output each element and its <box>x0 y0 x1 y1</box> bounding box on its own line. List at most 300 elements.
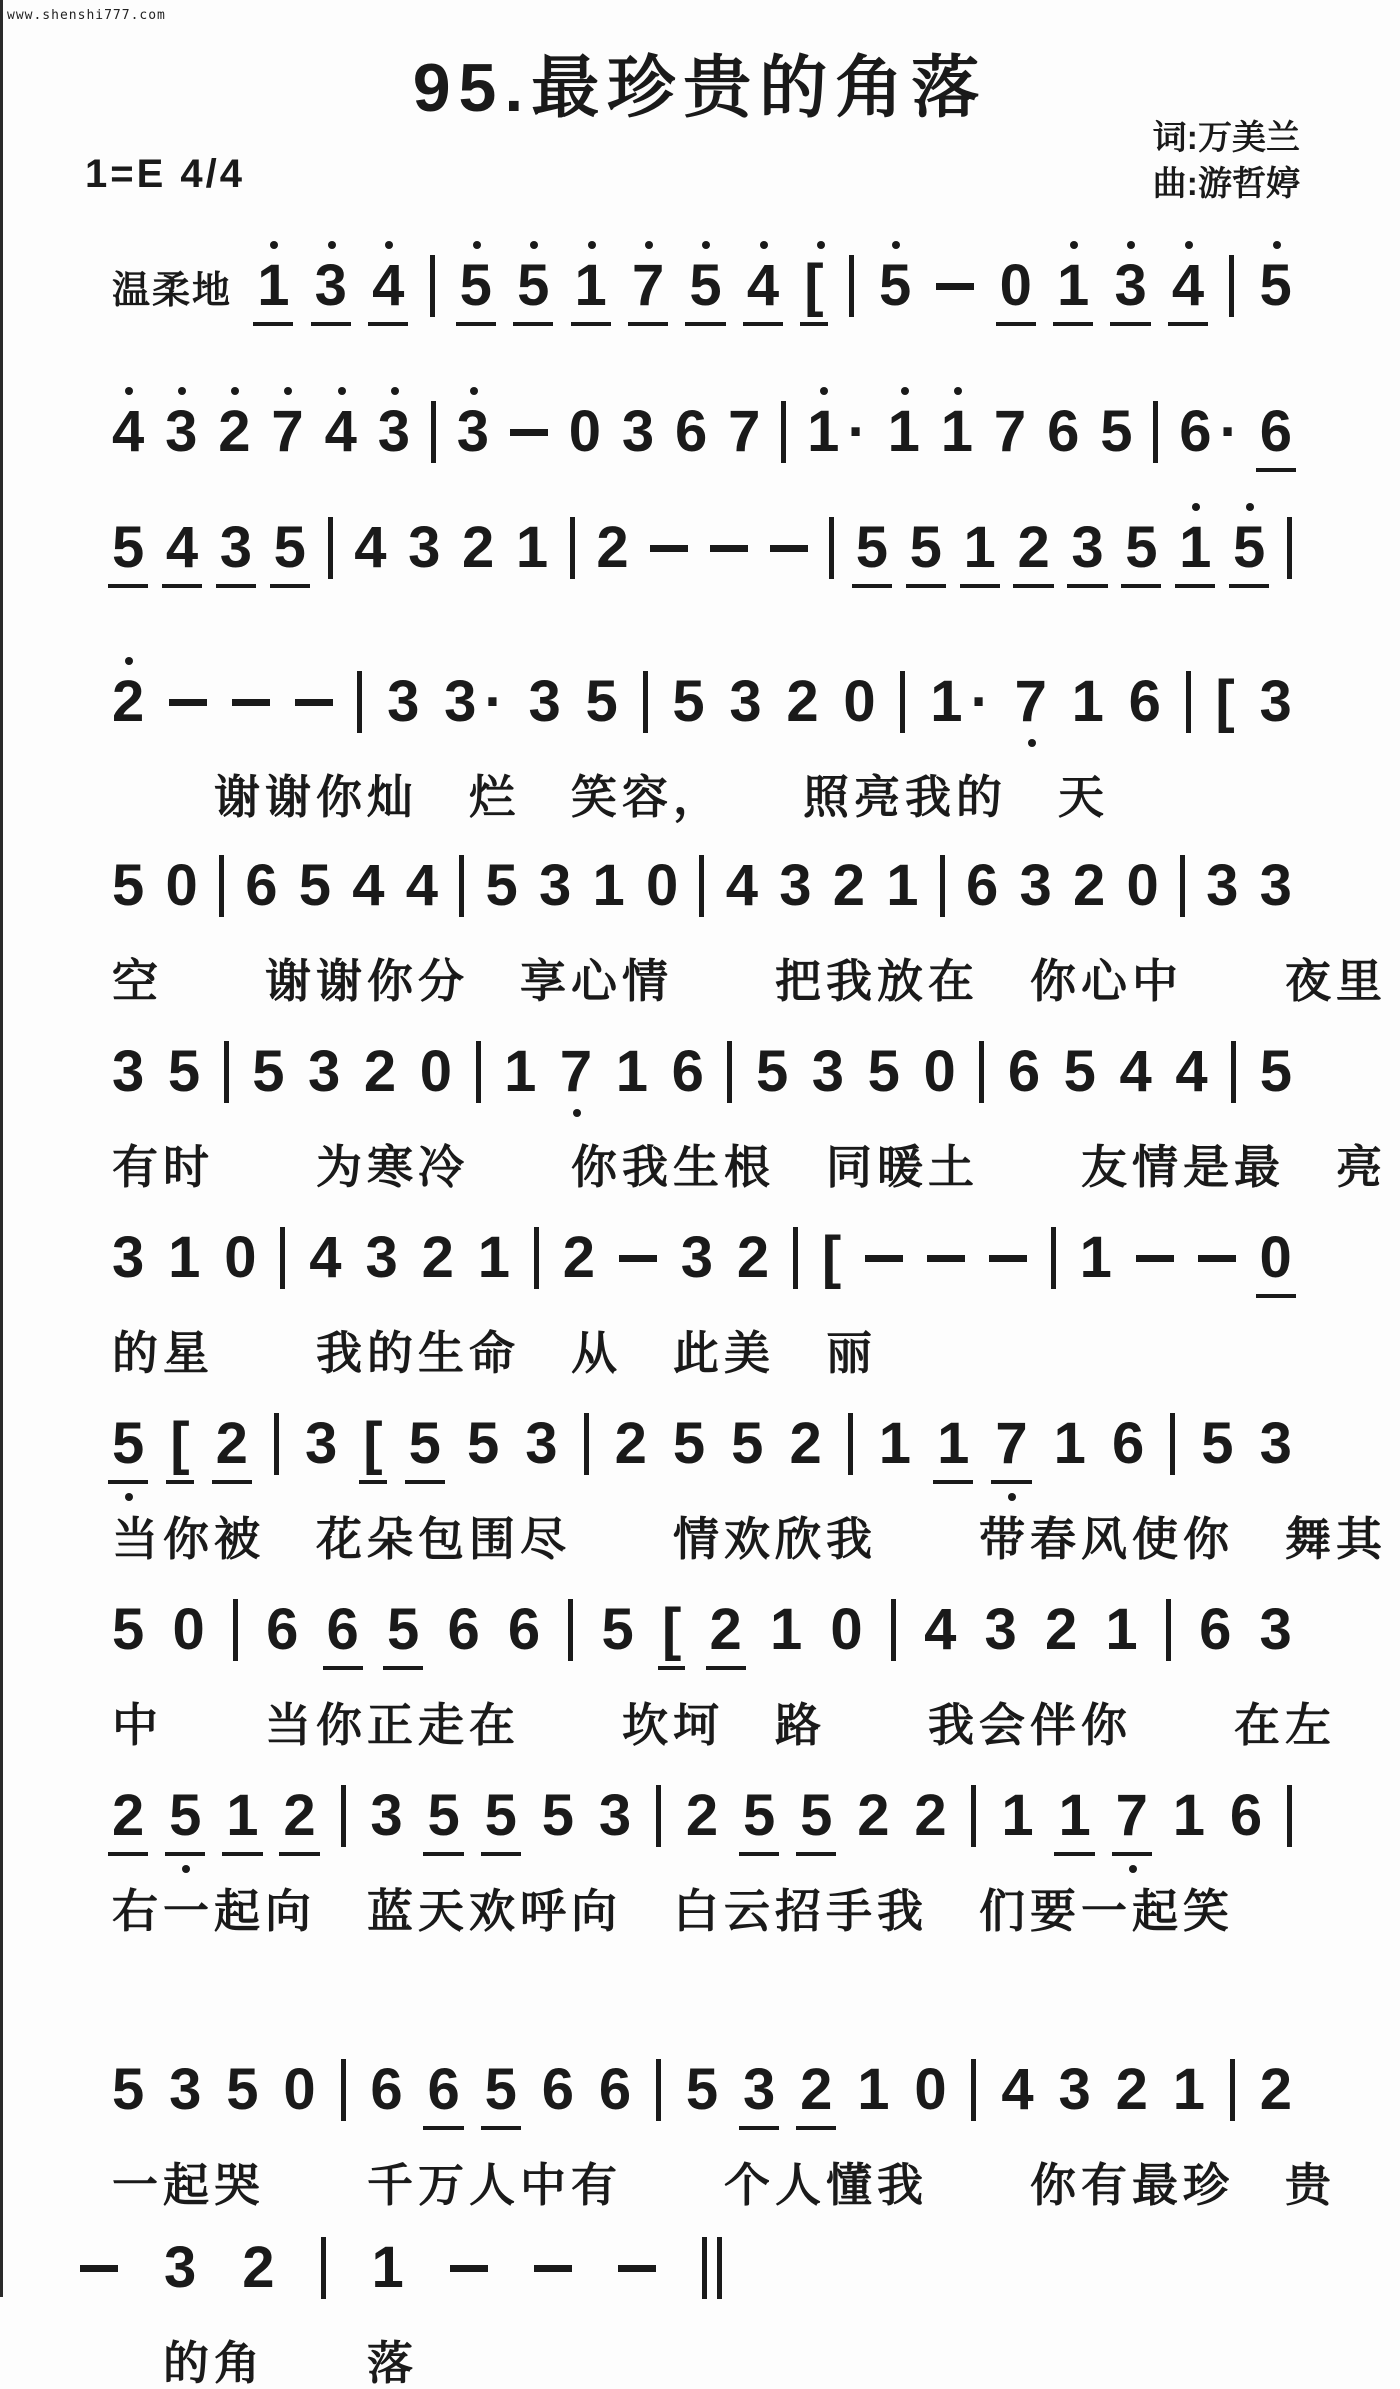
rest-note: 0 <box>165 853 198 918</box>
note: 3 <box>1259 669 1292 734</box>
eighth-underline <box>991 1480 1031 1484</box>
note: 3 <box>779 853 812 918</box>
octave-dot-above <box>588 241 596 249</box>
note: 3 <box>112 1225 145 1290</box>
note: 5 <box>298 853 331 918</box>
octave-dot-above <box>178 387 186 395</box>
note: 2 <box>786 669 819 734</box>
octave-dot-above <box>954 387 962 395</box>
eighth-underline <box>739 1852 779 1856</box>
octave-dot-above <box>385 241 393 249</box>
notes-row <box>112 846 1292 926</box>
watermark: www.shenshi777.com <box>7 8 166 23</box>
music-system <box>0 1032 1400 1212</box>
barline <box>971 2059 976 2121</box>
eighth-underline <box>933 1480 973 1484</box>
note: 1 <box>941 403 973 461</box>
note: 6 <box>675 399 708 464</box>
note: 7 <box>1116 1787 1148 1845</box>
eighth-underline <box>405 1480 445 1484</box>
barline <box>328 517 333 579</box>
note: 2 <box>112 1787 144 1845</box>
note: 2 <box>685 1783 719 1848</box>
note: 2 <box>736 1225 770 1290</box>
eighth-underline <box>108 584 148 588</box>
eighth-underline <box>166 1480 193 1484</box>
note: 1 <box>857 2057 890 2122</box>
eighth-underline <box>906 584 946 588</box>
note: 1 <box>592 853 625 918</box>
note: 1 <box>1172 2057 1205 2122</box>
barline <box>699 855 704 917</box>
final-barline <box>702 2237 722 2299</box>
eighth-underline <box>212 1480 252 1484</box>
note: 4 <box>354 515 387 580</box>
note: 3 <box>169 2057 202 2122</box>
barline <box>940 855 945 917</box>
note: 5 <box>485 853 518 918</box>
rest-note: 0 <box>645 853 679 918</box>
note: 1 <box>477 1225 510 1290</box>
eighth-underline <box>270 584 310 588</box>
octave-dot-below <box>573 1109 581 1117</box>
note: 1 <box>1179 519 1211 577</box>
notes-row <box>112 2050 1292 2130</box>
header <box>0 0 1400 240</box>
note: 1 <box>1079 1225 1112 1290</box>
note: 5 <box>167 1039 201 1104</box>
barline <box>1229 255 1234 317</box>
note: 1 <box>888 403 920 461</box>
note: [ <box>1215 669 1235 734</box>
note: 3 <box>1259 853 1292 918</box>
duration-dash <box>1198 1255 1236 1262</box>
eighth-underline <box>456 322 496 326</box>
lyrics-line: 中 当你正走在 坎坷 路 我会伴你 在左 <box>112 1699 1336 1751</box>
duration-dash <box>710 545 748 552</box>
eighth-underline <box>800 322 827 326</box>
note: 2 <box>216 1415 248 1473</box>
eighth-underline <box>1256 1294 1296 1298</box>
octave-dot-above <box>1070 241 1078 249</box>
note: 1 <box>515 515 549 580</box>
rest-note: 0 <box>172 1597 205 1662</box>
octave-dot-above <box>470 387 478 395</box>
notes-row <box>112 662 1292 742</box>
note: 7 <box>1015 673 1047 731</box>
music-system <box>0 1218 1400 1398</box>
note: 1 <box>257 257 289 315</box>
eighth-underline <box>743 322 783 326</box>
lyricist-credit: 词:万美兰 <box>1152 119 1300 157</box>
octave-dot-above <box>901 387 909 395</box>
notes-row <box>112 1590 1292 1670</box>
note: 5 <box>910 519 942 577</box>
tempo-marking: 温柔地 <box>112 269 233 312</box>
lyrics-line: 的星 我的生命 从 此美 丽 <box>112 1327 877 1379</box>
rest-note: 0 <box>283 2057 316 2122</box>
rest-note: 0 <box>1260 1229 1292 1287</box>
note: 3 <box>1259 1597 1292 1662</box>
note: 3 <box>165 403 197 461</box>
octave-dot-below <box>1129 1865 1137 1873</box>
barline <box>656 2059 661 2121</box>
credits <box>1153 116 1300 208</box>
note: 5 <box>689 257 721 315</box>
note: 2 <box>562 1225 595 1290</box>
note: 1 <box>168 1225 201 1290</box>
note: 5 <box>685 2057 719 2122</box>
eighth-underline <box>423 2126 463 2130</box>
eighth-underline <box>1121 584 1161 588</box>
note: 4 <box>372 257 404 315</box>
note: 2 <box>832 853 865 918</box>
note: 3 <box>525 1411 558 1476</box>
note: 2 <box>363 1039 397 1104</box>
note: 4 <box>352 853 385 918</box>
note: 2 <box>710 1601 742 1659</box>
barline <box>341 1785 346 1847</box>
music-systems <box>0 246 1400 2389</box>
note: 6 <box>447 1597 480 1662</box>
octave-dot-above <box>125 387 133 395</box>
note: 3 <box>408 515 441 580</box>
note: 6 <box>507 1597 541 1662</box>
note: 1 <box>1105 1597 1138 1662</box>
barline <box>793 1227 798 1289</box>
rest-note: 0 <box>568 399 601 464</box>
barline <box>476 1041 481 1103</box>
note: 1 <box>1172 1783 1205 1848</box>
note: 6 <box>598 2057 632 2122</box>
note: 4 <box>1001 2057 1034 2122</box>
note: 3 <box>365 1225 398 1290</box>
octave-dot-above <box>284 387 292 395</box>
note: 6 · <box>1179 399 1239 464</box>
notes-row <box>112 1404 1292 1484</box>
octave-dot-above <box>328 241 336 249</box>
note: 6 <box>671 1039 704 1104</box>
note: 1 <box>937 1415 969 1473</box>
music-system <box>0 1590 1400 1770</box>
eighth-underline <box>571 322 611 326</box>
note: 5 <box>1233 519 1265 577</box>
barline <box>1170 1413 1175 1475</box>
note: 6 <box>245 853 278 918</box>
note: 2 <box>1017 519 1049 577</box>
eighth-underline <box>165 1852 205 1856</box>
note: 5 <box>731 1411 764 1476</box>
note: 3 <box>457 403 489 461</box>
note: 3 <box>1259 1411 1292 1476</box>
rest-note: 0 <box>224 1225 257 1290</box>
note: 5 <box>800 1787 832 1845</box>
barline <box>1231 1041 1236 1103</box>
octave-dot-above <box>1185 241 1193 249</box>
note: 1 · <box>930 669 990 734</box>
music-system <box>0 662 1400 840</box>
eighth-underline <box>481 2126 521 2130</box>
note: 3 <box>811 1039 845 1104</box>
note: 7 <box>632 257 664 315</box>
octave-dot-below <box>182 1865 190 1873</box>
note: 6 <box>1111 1411 1145 1476</box>
eighth-underline <box>368 322 408 326</box>
note: 3 · <box>444 669 504 734</box>
augmentation-dot: · <box>1219 399 1239 464</box>
duration-dash <box>232 699 270 706</box>
music-system <box>0 508 1400 656</box>
eighth-underline <box>216 584 256 588</box>
note: 2 <box>461 515 495 580</box>
barline <box>341 2059 346 2121</box>
duration-dash <box>770 545 808 552</box>
note: 2 <box>1115 2057 1148 2122</box>
note: 3 <box>680 1225 714 1290</box>
eighth-underline <box>279 1852 319 1856</box>
octave-dot-above <box>125 657 133 665</box>
note: 6 <box>1128 669 1161 734</box>
note: 4 <box>924 1597 957 1662</box>
barline <box>900 671 905 733</box>
eighth-underline <box>323 1666 363 1670</box>
note: 5 <box>856 519 888 577</box>
eighth-underline <box>513 322 553 326</box>
note: 3 <box>1058 2057 1091 2122</box>
note: 4 <box>1175 1039 1208 1104</box>
barline <box>971 1785 976 1847</box>
note: 2 <box>857 1783 890 1848</box>
note: 5 <box>541 1783 574 1848</box>
barline <box>570 517 575 579</box>
note: 5 <box>485 2061 517 2119</box>
note: [ <box>170 1415 189 1473</box>
note: 6 <box>370 2057 403 2122</box>
note: 1 <box>878 1411 912 1476</box>
eighth-underline <box>852 584 892 588</box>
octave-dot-above <box>702 241 710 249</box>
note: 6 <box>965 853 999 918</box>
eighth-underline <box>423 1852 463 1856</box>
eighth-underline <box>1256 468 1296 472</box>
rest-note: 0 <box>923 1039 956 1104</box>
note: [ <box>662 1601 681 1659</box>
note: 2 <box>1072 853 1106 918</box>
note: 4 <box>1119 1039 1152 1104</box>
barline <box>849 255 854 317</box>
note: 3 <box>164 2235 197 2300</box>
note: 3 <box>729 669 762 734</box>
note: 5 <box>1125 519 1157 577</box>
octave-dot-above <box>760 241 768 249</box>
note: 5 <box>485 1787 517 1845</box>
lyrics-line: 谢谢你灿 烂 笑容， 照亮我的 天 <box>112 771 1109 823</box>
eighth-underline <box>658 1666 685 1670</box>
octave-dot-above <box>1127 241 1135 249</box>
note: 1 <box>964 519 996 577</box>
note: 5 <box>387 1601 419 1659</box>
note: 3 <box>387 669 420 734</box>
eighth-underline <box>359 1480 386 1484</box>
note: 3 <box>1019 853 1052 918</box>
octave-dot-above <box>231 387 239 395</box>
duration-dash <box>619 1255 657 1262</box>
notes-row <box>112 508 1292 588</box>
note: 2 <box>112 673 144 731</box>
lyrics-line: 的角 落 <box>112 2337 418 2389</box>
note: 2 <box>914 1783 947 1848</box>
note: 1 <box>886 853 919 918</box>
barline <box>891 1599 896 1661</box>
note: [ <box>363 1415 382 1473</box>
note: 5 <box>409 1415 441 1473</box>
barline <box>321 2237 326 2299</box>
note: 3 <box>220 519 252 577</box>
note: 5 <box>672 669 705 734</box>
notes-row <box>80 2228 1292 2308</box>
octave-dot-above <box>1273 241 1281 249</box>
note: 4 <box>405 853 438 918</box>
note: 5 <box>601 1597 634 1662</box>
octave-dot-above <box>892 241 900 249</box>
note: 3 <box>378 403 410 461</box>
note: 1 <box>575 257 607 315</box>
octave-dot-above <box>391 387 399 395</box>
eighth-underline <box>1168 322 1208 326</box>
eighth-underline <box>162 584 202 588</box>
music-system <box>0 1776 1400 2044</box>
octave-dot-above <box>645 241 653 249</box>
eighth-underline <box>1112 1852 1152 1856</box>
octave-dot-above <box>1246 503 1254 511</box>
note: 3 <box>315 257 347 315</box>
note: 1 <box>769 1597 803 1662</box>
rest-note: 0 <box>914 2057 947 2122</box>
note: 3 <box>1114 257 1146 315</box>
octave-dot-above <box>1192 503 1200 511</box>
note: 5 <box>1201 1411 1234 1476</box>
note: 5 <box>743 1787 775 1845</box>
barline <box>1186 671 1191 733</box>
note: 5 <box>274 519 306 577</box>
augmentation-dot: · <box>847 399 867 464</box>
note: 4 <box>725 853 758 918</box>
note: 2 <box>218 403 250 461</box>
note: 1 <box>371 2235 404 2300</box>
duration-dash <box>295 699 333 706</box>
note: 1 <box>226 1787 258 1845</box>
note: 1 <box>504 1039 537 1104</box>
note: 1 <box>1053 1411 1086 1476</box>
note: 2 <box>800 2061 832 2119</box>
barline <box>357 671 362 733</box>
note: 5 <box>867 1039 900 1104</box>
barline <box>848 1413 853 1475</box>
note: 1 <box>1071 669 1104 734</box>
eighth-underline <box>1110 322 1150 326</box>
note: 4 <box>112 403 144 461</box>
note: 3 <box>1071 519 1103 577</box>
eighth-underline <box>1054 1852 1094 1856</box>
octave-dot-above <box>473 241 481 249</box>
lyrics-line: 当你被 花朵包围尽 情欢欣我 带春风使你 舞其 <box>112 1513 1387 1565</box>
note: 5 <box>1260 257 1292 315</box>
note: 5 <box>1259 1039 1292 1104</box>
eighth-underline <box>383 1666 423 1670</box>
eighth-underline <box>1013 584 1053 588</box>
duration-dash <box>510 429 548 436</box>
eighth-underline <box>796 1852 836 1856</box>
note: 3 <box>308 1039 341 1104</box>
note: 6 <box>541 2057 574 2122</box>
barline <box>1180 855 1185 917</box>
eighth-underline <box>222 1852 262 1856</box>
octave-dot-below <box>125 1493 133 1501</box>
octave-dot-above <box>530 241 538 249</box>
composer-credit: 曲:游哲婷 <box>1152 164 1300 203</box>
barline <box>1230 2059 1235 2121</box>
note: 2 <box>596 515 629 580</box>
note: 5 <box>460 257 492 315</box>
note: 1 <box>1058 1787 1090 1845</box>
note: 5 <box>112 1597 145 1662</box>
barline <box>1051 1227 1056 1289</box>
note: 5 <box>112 519 144 577</box>
note: 5 <box>755 1039 789 1104</box>
duration-dash <box>534 2265 572 2272</box>
note: 5 <box>112 853 145 918</box>
note: 6 <box>1007 1039 1041 1104</box>
note: 5 <box>112 2057 145 2122</box>
barline <box>656 1785 661 1847</box>
octave-dot-above <box>817 241 825 249</box>
barline <box>233 1599 238 1661</box>
octave-dot-above <box>338 387 346 395</box>
note: 4 <box>166 519 198 577</box>
music-system <box>0 2228 1400 2389</box>
note: 6 <box>327 1601 359 1659</box>
note: 1 <box>1001 1783 1034 1848</box>
rest-note: 0 <box>843 669 876 734</box>
barline <box>979 1041 984 1103</box>
note: 3 <box>304 1411 338 1476</box>
note: 5 <box>1100 399 1133 464</box>
barline <box>219 855 224 917</box>
barline <box>1287 1785 1292 1847</box>
duration-dash <box>1136 1255 1174 1262</box>
octave-dot-below <box>1008 1493 1016 1501</box>
eighth-underline <box>253 322 293 326</box>
barline <box>1153 401 1158 463</box>
notes-row <box>112 392 1292 472</box>
notes-row <box>112 1218 1292 1298</box>
note: 6 <box>1229 1783 1263 1848</box>
note: 6 <box>1199 1597 1232 1662</box>
note: 7 <box>560 1043 592 1101</box>
note: 5 <box>466 1411 500 1476</box>
augmentation-dot: · <box>484 669 504 734</box>
barline <box>781 401 786 463</box>
note: 1 <box>615 1039 649 1104</box>
music-system <box>0 246 1400 386</box>
note: 3 <box>621 399 655 464</box>
music-system <box>0 392 1400 502</box>
note: 4 <box>1172 257 1204 315</box>
note: 5 <box>1063 1039 1096 1104</box>
note: 7 <box>995 1415 1027 1473</box>
notes-row <box>112 246 1292 326</box>
note: 6 <box>1047 399 1080 464</box>
